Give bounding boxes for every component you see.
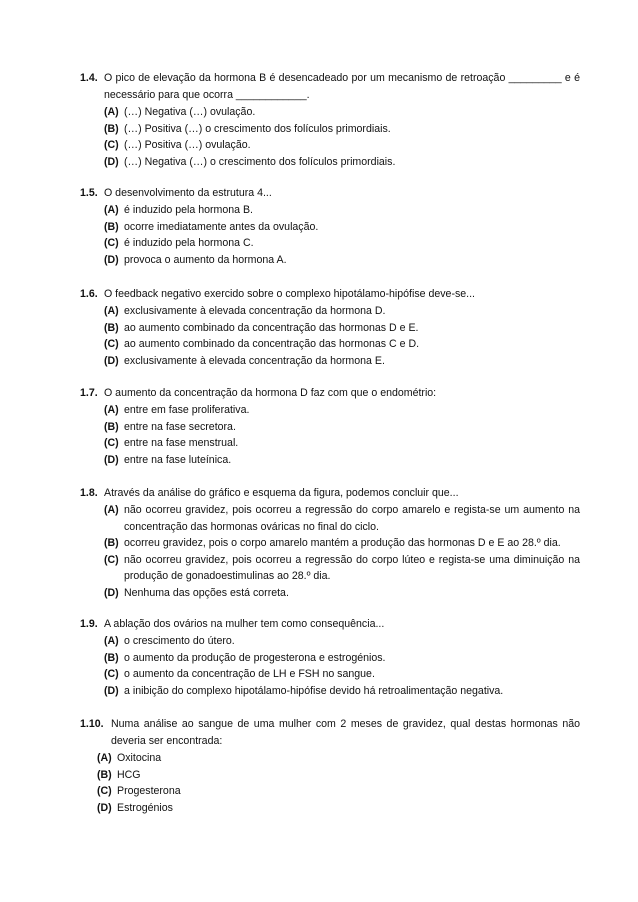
option-letter: (A) (104, 204, 119, 216)
option-text: ocorreu gravidez, pois o corpo amarelo mantém a produção das hormonas D e E ao 28.º dia. (124, 537, 561, 550)
option-text: exclusivamente à elevada concentração da hormona E. (124, 354, 385, 367)
question-text: O pico de elevação da hormona B é desencadeado por um mecanismo de retroação _________ e é necessário para que ocorra ____________. (104, 72, 580, 101)
option-d (104, 252, 580, 269)
question-1-4 (80, 70, 580, 170)
option-text: o aumento da produção de progesterona e estrogénios. (124, 651, 386, 664)
option-text: (…) Positiva (…) o crescimento dos folículos primordiais. (124, 122, 391, 135)
option-c (104, 552, 580, 585)
option-letter: (C) (104, 553, 119, 566)
question-number: 1.9. (80, 618, 98, 630)
option-text: entre na fase menstrual. (124, 437, 239, 450)
option-letter: (D) (97, 801, 112, 814)
option-letter: (B) (104, 651, 119, 664)
option-letter: (A) (104, 504, 119, 516)
option-letter: (A) (104, 635, 119, 647)
option-letter: (A) (104, 305, 119, 317)
option-letter: (D) (104, 586, 119, 599)
option-text: HCG (117, 768, 141, 781)
question-number: 1.6. (80, 288, 98, 300)
option-d (104, 452, 580, 469)
question-text: Numa análise ao sangue de uma mulher com 2 meses de gravidez, qual destas hormonas não deveria ser encontrada: (111, 718, 580, 747)
question-1-6 (80, 286, 580, 369)
option-a (104, 104, 580, 121)
question-number: 1.8. (80, 487, 98, 499)
option-letter: (A) (97, 752, 112, 764)
question-stem (80, 616, 580, 633)
option-a (104, 633, 580, 650)
option-text: Nenhuma das opções está correta. (124, 586, 289, 599)
question-text: O desenvolvimento da estrutura 4... (104, 187, 272, 199)
option-b (104, 121, 580, 138)
option-c (104, 435, 580, 452)
option-text: (…) Positiva (…) ovulação. (124, 139, 251, 152)
option-letter: (B) (104, 220, 119, 233)
option-letter: (C) (104, 338, 119, 351)
option-text: Progesterona (117, 785, 181, 798)
option-text: o aumento da concentração de LH e FSH no sangue. (124, 668, 375, 681)
option-text: a inibição do complexo hipotálamo-hipófise devido há retroalimentação negativa. (124, 684, 504, 697)
option-b (104, 535, 580, 552)
option-b (104, 419, 580, 436)
option-text: (…) Negativa (…) o crescimento dos folículos primordiais. (124, 155, 396, 168)
option-c (104, 336, 580, 353)
question-stem (80, 485, 580, 502)
question-text: O feedback negativo exercido sobre o complexo hipotálamo-hipófise deve-se... (104, 288, 475, 300)
option-c (104, 666, 580, 683)
option-text: Estrogénios (117, 801, 173, 814)
option-text: o crescimento do útero. (124, 635, 235, 647)
question-1-8 (80, 485, 580, 602)
question-stem (80, 70, 580, 104)
option-letter: (C) (104, 668, 119, 681)
question-text: Através da análise do gráfico e esquema da figura, podemos concluir que... (104, 487, 459, 499)
option-text: ocorre imediatamente antes da ovulação. (124, 220, 319, 233)
question-stem (80, 716, 580, 750)
option-b (104, 219, 580, 236)
option-c (104, 137, 580, 154)
option-a (104, 303, 580, 320)
option-letter: (B) (104, 420, 119, 433)
question-number: 1.5. (80, 187, 98, 199)
question-1-9 (80, 616, 580, 699)
question-1-7 (80, 385, 580, 468)
option-text: não ocorreu gravidez, pois ocorreu a regressão do corpo lúteo e regista-se uma diminuição na produção de gonadoestimulinas ao 28.º dia. (124, 553, 580, 583)
option-letter: (D) (104, 453, 119, 466)
option-d (104, 353, 580, 370)
option-d (97, 800, 580, 817)
option-text: não ocorreu gravidez, pois ocorreu a regressão do corpo amarelo e regista-se um aumento na concentração das hormonas ováricas no final do ciclo. (124, 504, 580, 533)
option-text: é induzido pela hormona B. (124, 204, 253, 216)
option-letter: (C) (104, 139, 119, 152)
option-letter: (D) (104, 253, 119, 266)
option-b (97, 767, 580, 784)
option-a (104, 202, 580, 219)
option-a (104, 502, 580, 535)
option-letter: (C) (97, 785, 112, 798)
option-c (104, 235, 580, 252)
option-text: exclusivamente à elevada concentração da hormona D. (124, 305, 386, 317)
option-text: (…) Negativa (…) ovulação. (124, 106, 256, 118)
option-text: ao aumento combinado da concentração das hormonas C e D. (124, 338, 420, 351)
option-c (97, 783, 580, 800)
option-letter: (D) (104, 684, 119, 697)
option-letter: (B) (104, 537, 119, 550)
option-letter: (D) (104, 354, 119, 367)
option-d (104, 683, 580, 700)
option-text: Oxitocina (117, 752, 162, 764)
option-text: provoca o aumento da hormona A. (124, 253, 287, 266)
option-text: é induzido pela hormona C. (124, 237, 254, 250)
question-number: 1.4. (80, 72, 98, 84)
option-letter: (B) (104, 321, 119, 334)
option-text: entre em fase proliferativa. (124, 404, 250, 416)
option-text: ao aumento combinado da concentração das hormonas D e E. (124, 321, 419, 334)
option-letter: (C) (104, 237, 119, 250)
question-text: A ablação dos ovários na mulher tem como consequência... (104, 618, 385, 630)
option-a (97, 750, 580, 767)
option-letter: (A) (104, 404, 119, 416)
option-b (104, 650, 580, 667)
option-text: entre na fase secretora. (124, 420, 236, 433)
question-1-10 (80, 716, 580, 816)
question-1-5 (80, 185, 580, 268)
option-letter: (D) (104, 155, 119, 168)
option-d (104, 154, 580, 171)
question-stem (80, 385, 580, 402)
question-number: 1.10. (80, 718, 104, 730)
question-stem (80, 286, 580, 303)
question-text: O aumento da concentração da hormona D faz com que o endométrio: (104, 387, 437, 399)
question-stem (80, 185, 580, 202)
option-text: entre na fase luteínica. (124, 453, 232, 466)
option-letter: (B) (104, 122, 119, 135)
option-letter: (B) (97, 768, 112, 781)
option-d (104, 585, 580, 602)
option-b (104, 320, 580, 337)
option-letter: (A) (104, 106, 119, 118)
option-letter: (C) (104, 437, 119, 450)
option-a (104, 402, 580, 419)
question-number: 1.7. (80, 387, 98, 399)
